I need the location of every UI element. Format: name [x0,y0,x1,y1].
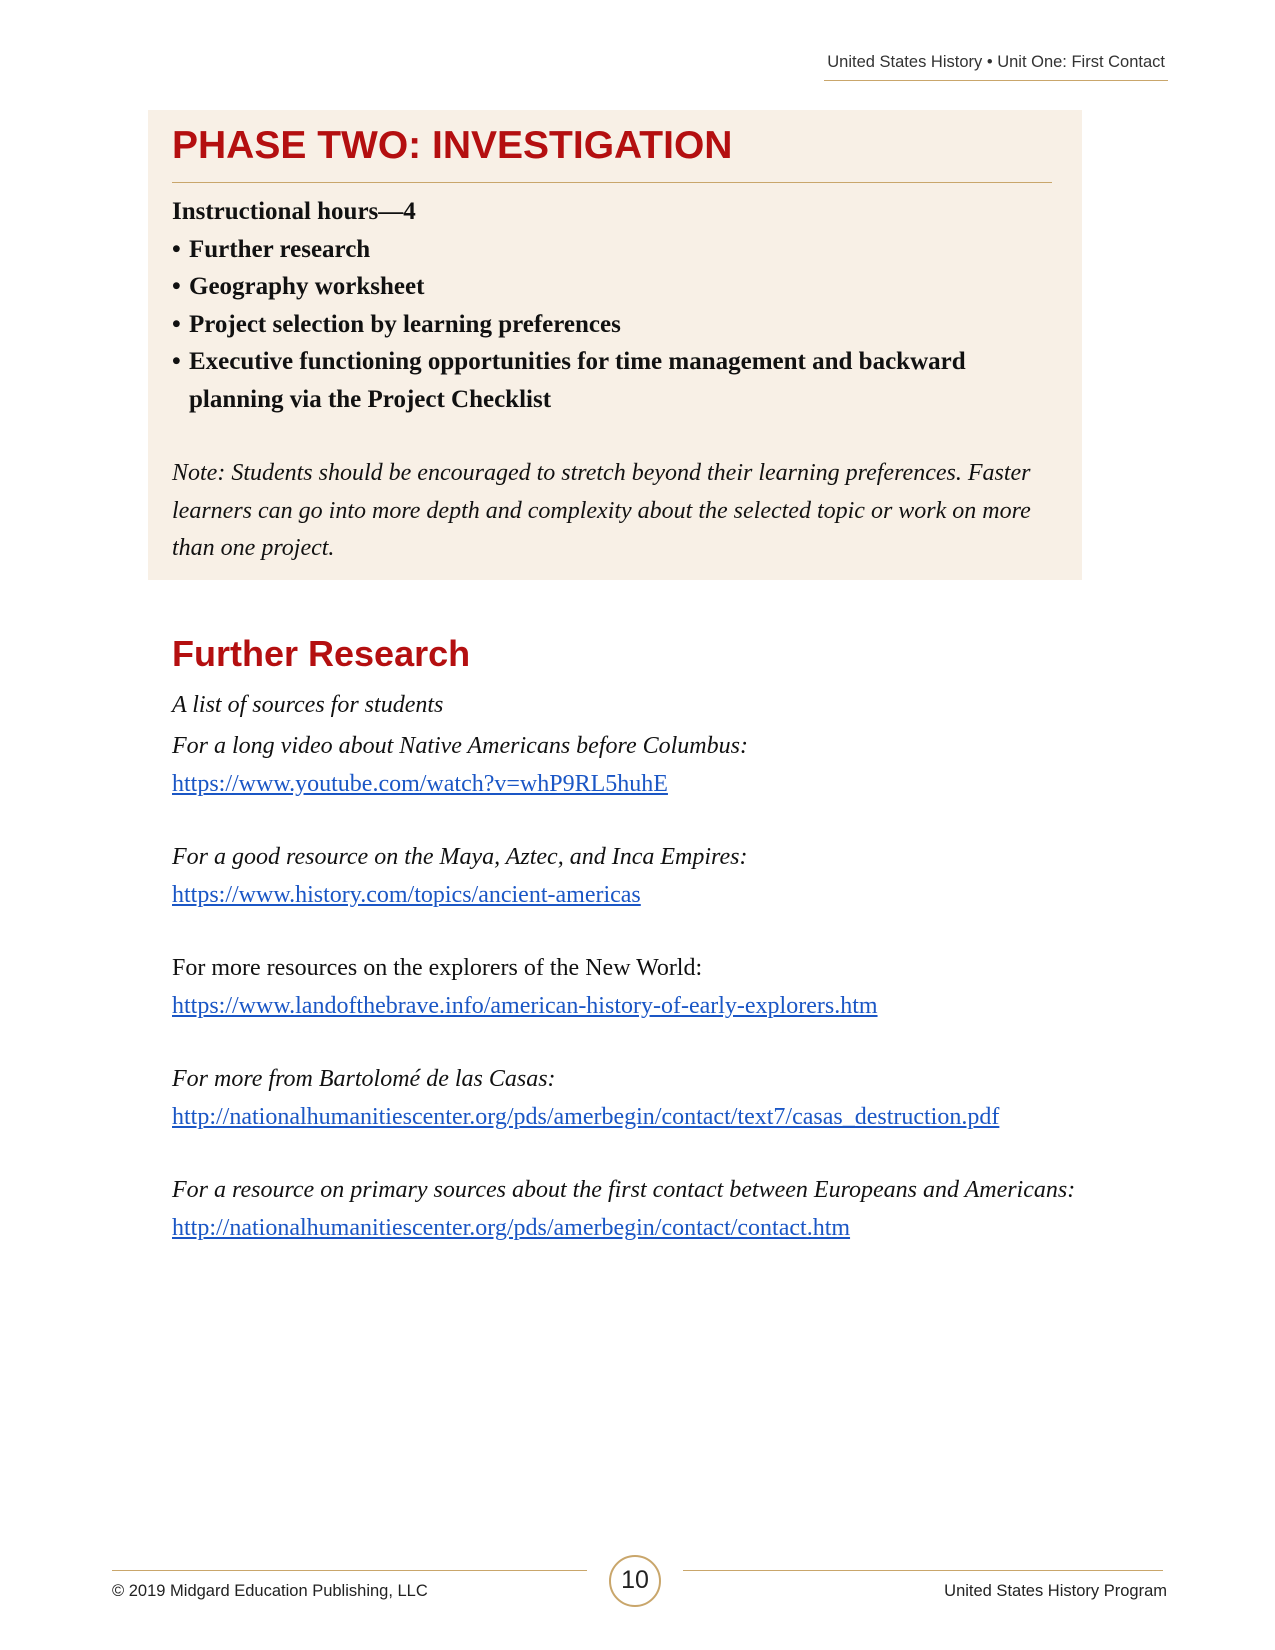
source-entry [172,839,1102,914]
footer-divider-left [112,1570,587,1571]
list-item [172,268,1052,306]
source-link[interactable]: http://nationalhumanitiescenter.org/pds/amerbegin/contact/text7/casas_destruction.pdf [172,1103,1000,1130]
list-item [172,231,1052,269]
further-research-subtitle: A list of sources for students [172,692,444,718]
bullet-icon: • [172,348,181,375]
footer-copyright: © 2019 Midgard Education Publishing, LLC [112,1582,428,1600]
source-entry [172,1061,1102,1136]
source-link[interactable]: https://www.history.com/topics/ancient-americas [172,881,641,908]
bullet-icon: • [172,235,181,263]
source-link[interactable]: https://www.landofthebrave.info/american-history-of-early-explorers.htm [172,992,878,1019]
list-item [172,306,1052,344]
source-description: For more resources on the explorers of the New World: [172,955,703,981]
list-item-text: Further research [189,235,371,263]
footer-program: United States History Program [944,1582,1167,1600]
further-research-heading: Further Research [172,633,471,674]
list-item-text: Geography worksheet [189,273,425,300]
instructional-hours: Instructional hours—4 [172,198,416,225]
source-link[interactable]: http://nationalhumanitiescenter.org/pds/amerbegin/contact/contact.htm [172,1214,851,1241]
source-description: For a long video about Native Americans before Columbus: [172,733,748,759]
page-number: 10 [609,1555,661,1607]
list-item [172,343,1052,418]
source-entry [172,728,1102,803]
bullet-icon: • [172,310,181,338]
phase-activity-list [172,231,1052,419]
footer-divider-right [683,1570,1163,1571]
bullet-icon: • [172,273,181,300]
source-link[interactable]: https://www.youtube.com/watch?v=whP9RL5huhE [172,770,668,797]
running-header: United States History • Unit One: First Contact [824,53,1168,81]
source-entry [172,1172,1102,1247]
list-item-text: Project selection by learning preferences [189,310,621,338]
list-item-text: Executive functioning opportunities for time management and backward planning via the Project Checklist [189,348,966,413]
source-description: For a good resource on the Maya, Aztec, and Inca Empires: [172,844,748,870]
phase-note: Note: Students should be encouraged to stretch beyond their learning preferences. Faster learners can go into more depth and complexity about the selected topic or work on more than one project. [172,460,1031,561]
phase-two-box [148,110,1082,580]
source-description: For a resource on primary sources about the first contact between Europeans and Americans: [172,1177,1076,1203]
phase-title: PHASE TWO: INVESTIGATION [172,122,1052,183]
source-description: For more from Bartolomé de las Casas: [172,1066,556,1092]
source-entry [172,950,1102,1025]
